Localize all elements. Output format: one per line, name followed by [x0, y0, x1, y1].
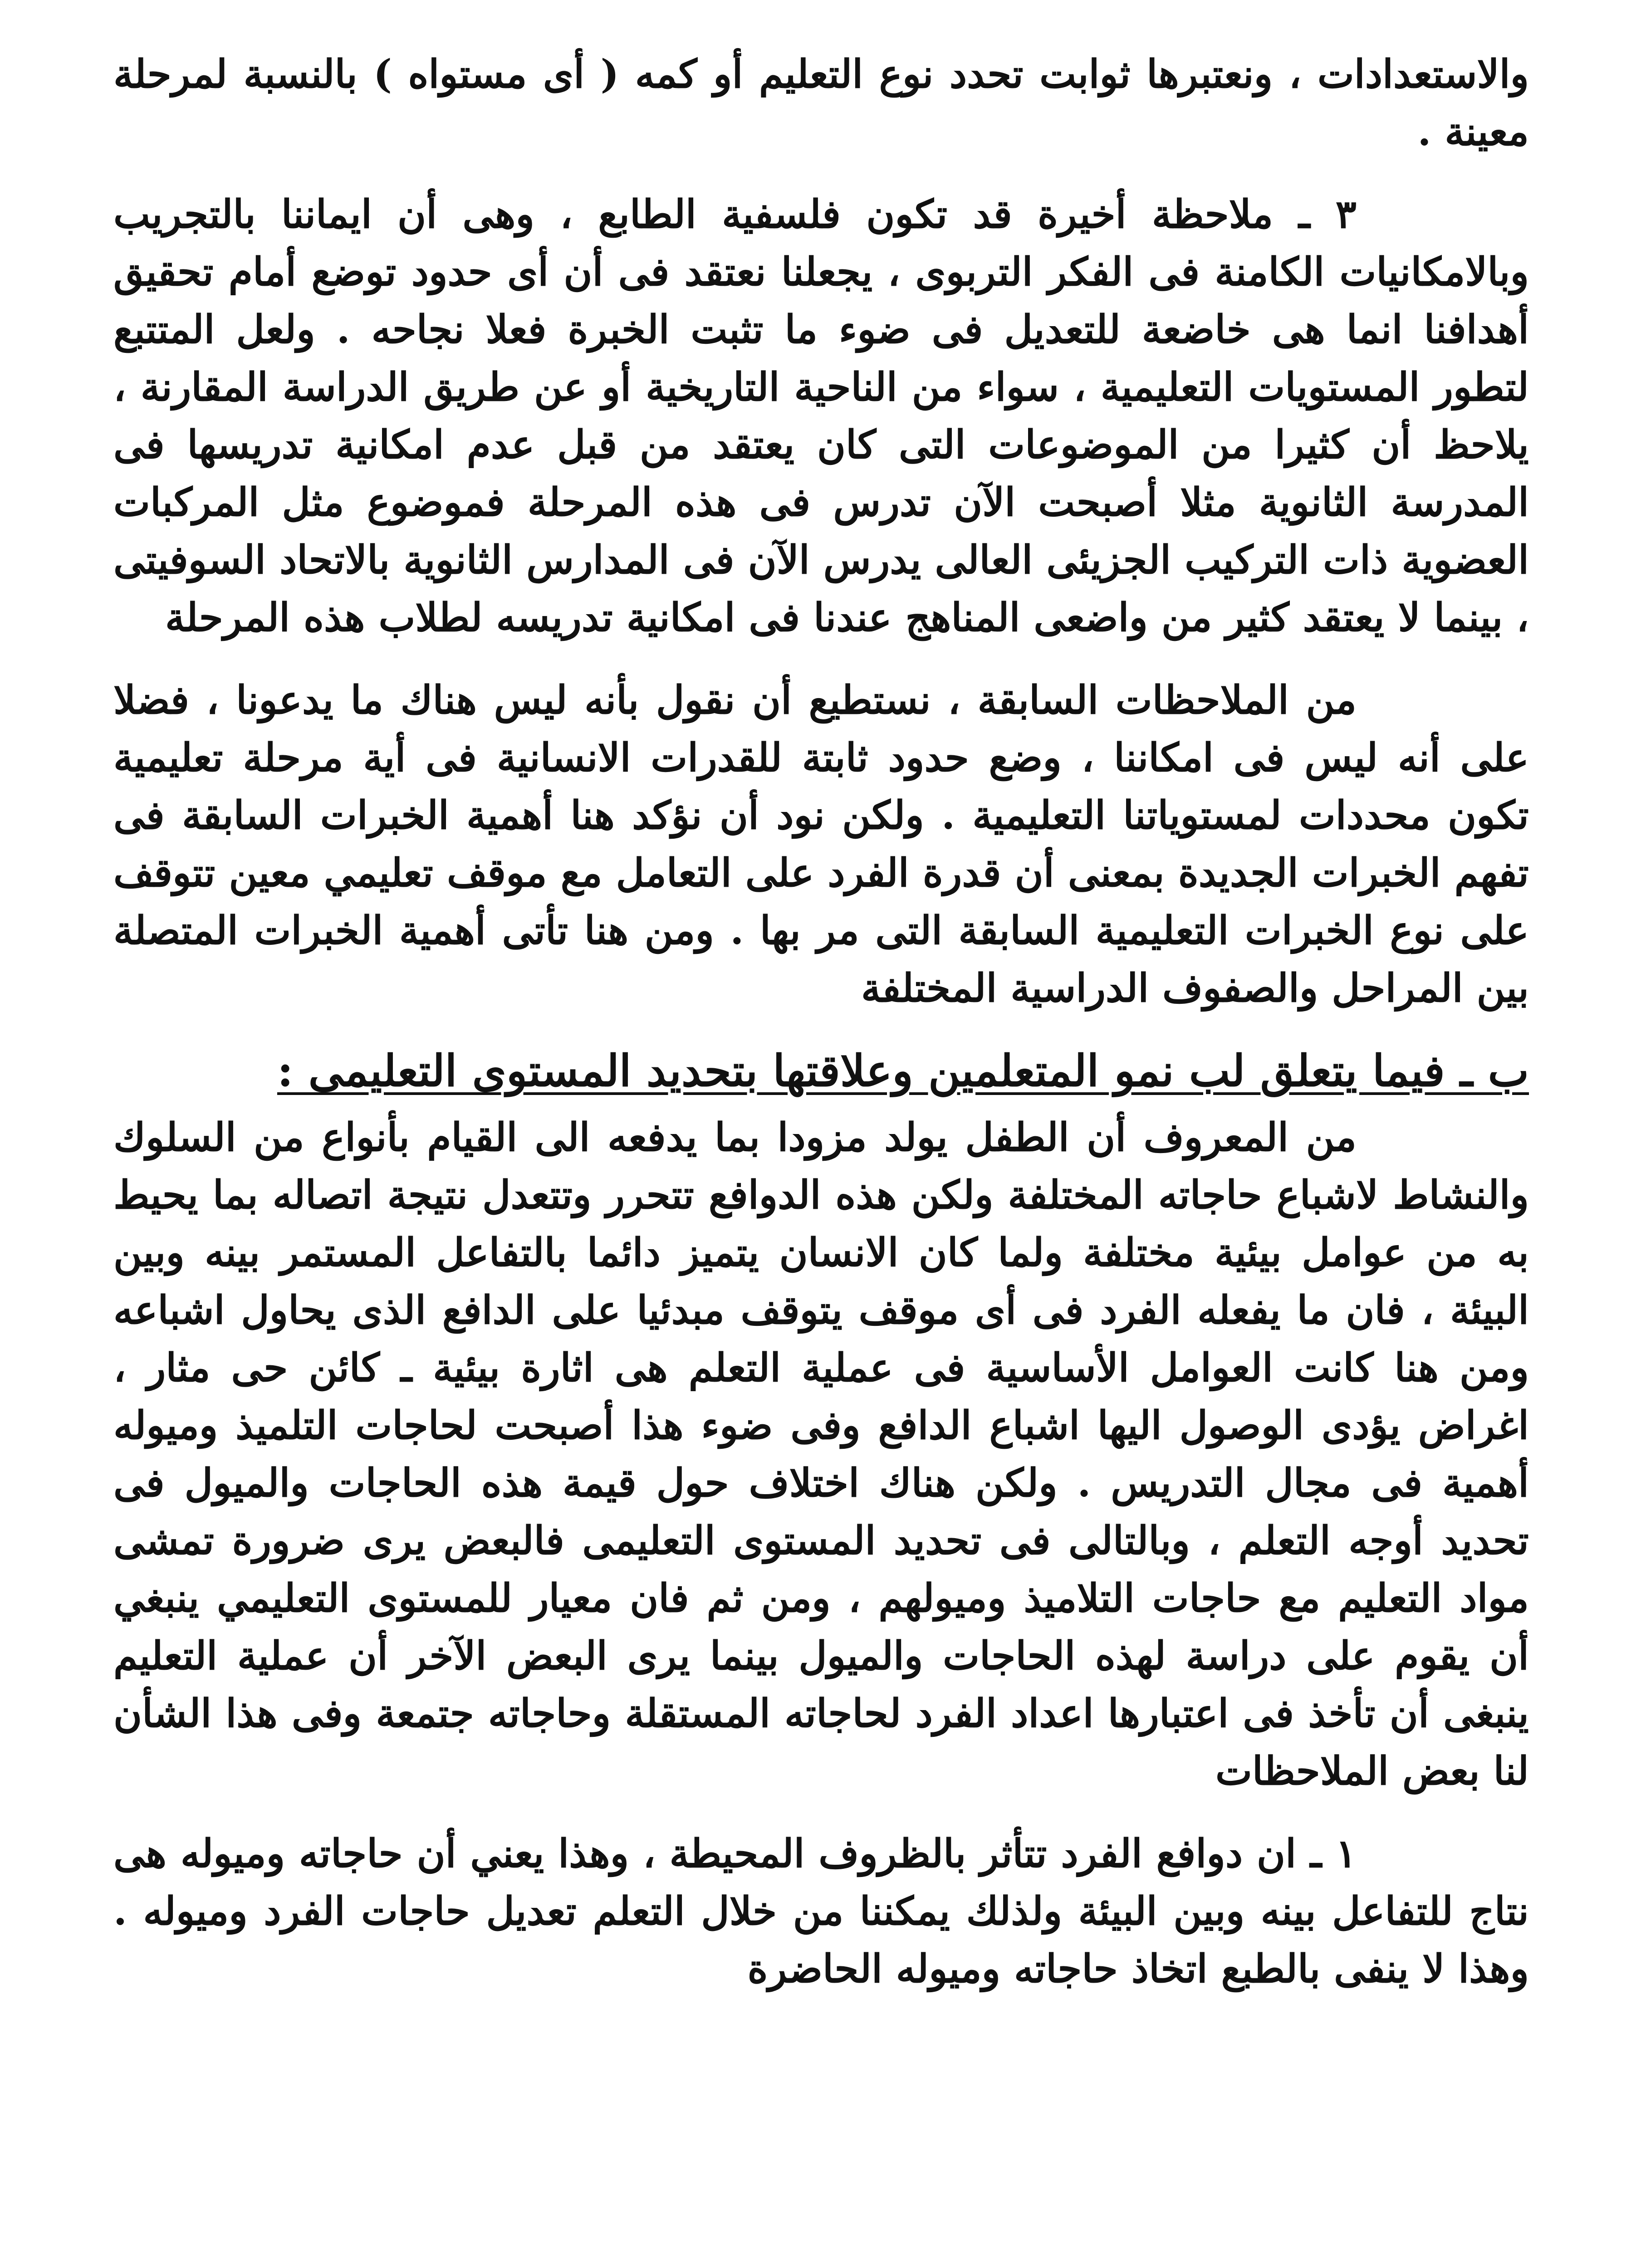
- paragraph-note-3: ٣ ـ ملاحظة أخيرة قد تكون فلسفية الطابع ، وهى أن ايماننا بالتجريب وبالامكانيات الكامنة فى الفكر التربوى ، يجعلنا نعتقد فى أن أى حدود توضع أمام تحقيق أهدافنا انما هى خاضعة للتعديل فى ضوء ما تثبت الخبرة فعلا نجاحه . ولعل المتتبع لتطور المستويات التعليمية ، سواء من الناحية التاريخية أو عن طريق الدراسة المقارنة ، يلاحظ أن كثيرا من الموضوعات التى كان يعتقد من قبل عدم امكانية تدريسها فى المدرسة الثانوية مثلا أصبحت الآن تدرس فى هذه المرحلة فموضوع مثل المركبات العضوية ذات التركيب الجزيئى العالى يدرس الآن فى المدارس الثانوية بالاتحاد السوفيتى ، بينما لا يعتقد كثير من واضعى المناهج عندنا فى امكانية تدريسه لطلاب هذه المرحلة: [113, 191, 1529, 640]
- paragraph-intro-continuation: والاستعدادات ، ونعتبرها ثوابت تحدد نوع التعليم أو كمه ( أى مستواه ) بالنسبة لمرحلة معينة .: [113, 51, 1529, 155]
- paragraph-learner-needs: من المعروف أن الطفل يولد مزودا بما يدفعه الى القيام بأنواع من السلوك والنشاط لاشباع حاجاته المختلفة ولكن هذه الدوافع تتحرر وتتعدل نتيجة اتصاله بما يحيط به من عوامل بيئية مختلفة ولما كان الانسان يتميز دائما بالتفاعل المستمر بينه وبين البيئة ، فان ما يفعله الفرد فى أى موقف يتوقف مبدئيا على الدافع الذى يحاول اشباعه ومن هنا كانت العوامل الأساسية فى عملية التعلم هى اثارة بيئية ـ كائن حى مثار ، اغراض يؤدى الوصول اليها اشباع الدافع وفى ضوء هذا أصبحت لحاجات التلميذ وميوله أهمية فى مجال التدريس . ولكن هناك اختلاف حول قيمة هذه الحاجات والميول فى تحديد أوجه التعلم ، وبالتالى فى تحديد المستوى التعليمى فالبعض يرى ضرورة تمشى مواد التعليم مع حاجات التلاميذ وميولهم ، ومن ثم فان معيار للمستوى التعليمي ينبغي أن يقوم على دراسة لهذه الحاجات والميول بينما يرى البعض الآخر أن عملية التعليم ينبغى أن تأخذ فى اعتبارها اعداد الفرد لحاجاته المستقلة وحاجاته جتمعة وفى هذا الشأن لنا بعض الملاحظات: [113, 1114, 1529, 1794]
- paragraph-conclusion: من الملاحظات السابقة ، نستطيع أن نقول بأنه ليس هناك ما يدعونا ، فضلا على أنه ليس فى امكاننا ، وضع حدود ثابتة للقدرات الانسانية فى أية مرحلة تعليمية تكون محددات لمستوياتنا التعليمية . ولكن نود أن نؤكد هنا أهمية الخبرات السابقة فى تفهم الخبرات الجديدة بمعنى أن قدرة الفرد على التعامل مع موقف تعليمي معين تتوقف على نوع الخبرات التعليمية السابقة التى مر بها . ومن هنا تأتى أهمية الخبرات المتصلة بين المراحل والصفوف الدراسية المختلفة: [113, 677, 1529, 1011]
- section-heading: ب ـ فيما يتعلق لب نمو المتعلمين وعلاقتها بتحديد المستوى التعليمى :: [277, 1045, 1529, 1096]
- document-page: [113, 45, 1529, 2268]
- paragraph-note-1: ١ ـ ان دوافع الفرد تتأثر بالظروف المحيطة ، وهذا يعني أن حاجاته وميوله هى نتاج للتفاعل بينه وبين البيئة ولذلك يمكننا من خلال التعلم تعديل حاجات الفرد وميوله . وهذا لا ينفى بالطبع اتخاذ حاجاته وميوله الحاضرة: [113, 1831, 1529, 1992]
